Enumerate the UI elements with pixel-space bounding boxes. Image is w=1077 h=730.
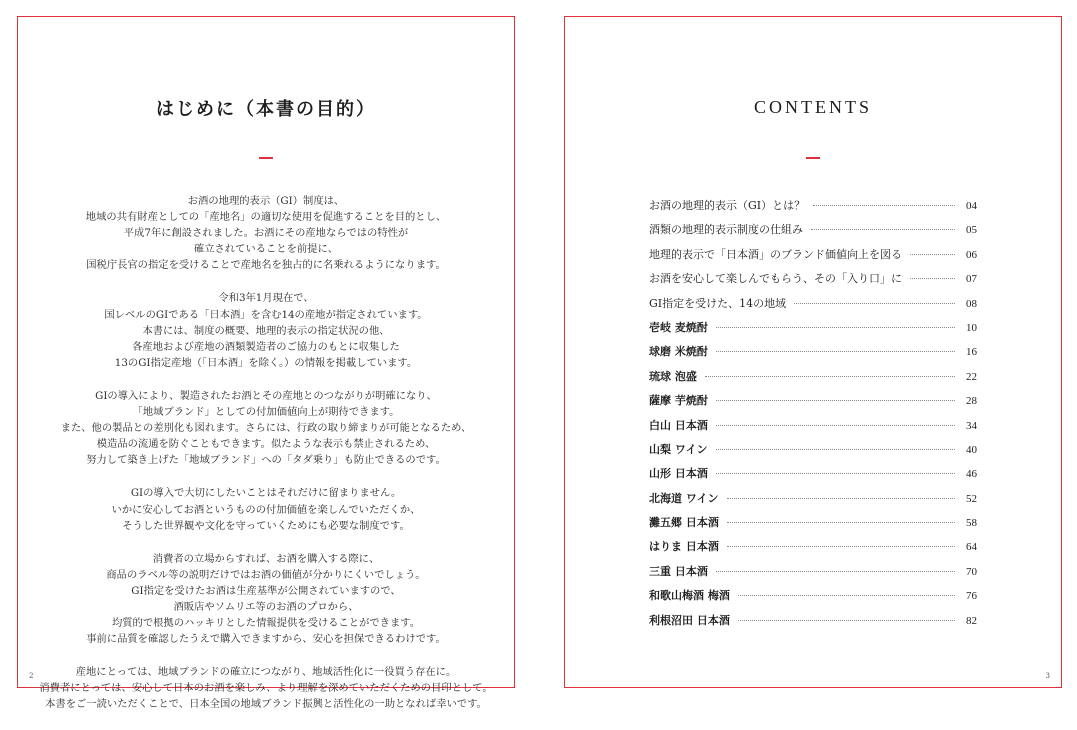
toc-leader-dots bbox=[727, 546, 955, 547]
intro-line: 確立されていることを前提に、 bbox=[193, 243, 339, 256]
toc-leader-dots bbox=[727, 498, 956, 499]
toc-entry-label: 壱岐 麦焼酎 bbox=[649, 320, 708, 334]
intro-line: 本書には、制度の概要、地理的表示の指定状況の他、 bbox=[142, 324, 390, 337]
toc-entry-label: GI指定を受けた、14の地域 bbox=[649, 296, 787, 310]
intro-line: 消費者にとっては、安心して日本のお酒を楽しみ、より理解を深めていただくための目印として。 bbox=[39, 682, 493, 695]
toc-leader-dots bbox=[738, 620, 955, 621]
intro-line: また、他の製品との差別化も図れます。さらには、行政の取り締まりが可能となるため、 bbox=[60, 422, 472, 435]
toc-entry[interactable] bbox=[649, 392, 977, 416]
toc-entry-label: 灘五郷 日本酒 bbox=[649, 516, 719, 530]
toc-entry[interactable] bbox=[649, 538, 977, 562]
intro-line: 模造品の流通を防ぐこともできます。似たような表示も禁止されるため、 bbox=[96, 438, 436, 451]
toc-entry-page: 07 bbox=[966, 273, 977, 286]
toc-entry-page: 34 bbox=[966, 419, 977, 432]
toc-entry[interactable] bbox=[649, 295, 977, 319]
toc-entry-label: 白山 日本酒 bbox=[649, 418, 708, 432]
title-accent-rule bbox=[259, 157, 273, 159]
intro-line: 国税庁長官の指定を受けることで産地名を独占的に名乗れるようになります。 bbox=[86, 259, 446, 272]
toc-entry-page: 52 bbox=[966, 492, 977, 505]
toc-entry-page: 08 bbox=[966, 297, 977, 310]
right-page bbox=[564, 16, 1062, 688]
intro-line: 令和3年1月現在で、 bbox=[218, 292, 314, 305]
toc-entry-label: 地理的表示で「日本酒」のブランド価値向上を図る bbox=[649, 247, 902, 261]
toc-leader-dots bbox=[811, 229, 955, 230]
toc-entry-page: 16 bbox=[966, 346, 977, 359]
intro-paragraph bbox=[28, 664, 504, 712]
intro-line: 商品のラベル等の説明だけではお酒の価値が分かりにくいでしょう。 bbox=[106, 568, 426, 581]
page-number-left: 2 bbox=[29, 672, 34, 680]
toc-entry-page: 04 bbox=[966, 200, 977, 212]
toc-entry-label: 薩摩 芋焼酎 bbox=[649, 394, 708, 408]
toc-entry[interactable] bbox=[649, 514, 977, 538]
toc-leader-dots bbox=[716, 449, 956, 450]
toc-entry-label: 球磨 米焼酎 bbox=[649, 345, 708, 359]
toc-entry-label: 山形 日本酒 bbox=[649, 467, 708, 481]
toc-entry-label: 山梨 ワイン bbox=[649, 442, 708, 456]
intro-line: GIの導入により、製造されたお酒とその産地とのつながりが明確になり、 bbox=[95, 389, 437, 402]
intro-line: 酒販店やソムリエ等のお酒のプロから、 bbox=[173, 600, 359, 613]
intro-paragraph bbox=[28, 485, 504, 533]
toc-entry[interactable] bbox=[649, 612, 977, 636]
toc-entry-label: お酒を安心して楽しんでもらう、その「入り口」に bbox=[649, 272, 902, 286]
intro-line: 各産地および産地の酒類製造者のご協力のもとに収集した bbox=[132, 340, 400, 353]
toc-entry-page: 40 bbox=[966, 443, 977, 456]
intro-line: 国レベルのGIである「日本酒」を含む14の産地が指定されています。 bbox=[104, 308, 428, 321]
toc-entry[interactable] bbox=[649, 587, 977, 611]
toc-entry[interactable] bbox=[649, 441, 977, 465]
intro-line: 消費者の立場からすれば、お酒を購入する際に、 bbox=[152, 552, 380, 565]
toc-leader-dots bbox=[716, 400, 955, 401]
toc-entry-page: 70 bbox=[966, 565, 977, 578]
toc-leader-dots bbox=[716, 473, 955, 474]
intro-line: 努力して築き上げた「地域ブランド」への「タダ乗り」も防止できるのです。 bbox=[86, 454, 446, 467]
intro-line: GIの導入で大切にしたいことはそれだけに留まりません。 bbox=[130, 487, 402, 500]
page-title: はじめに（本書の目的） bbox=[156, 99, 376, 120]
toc-leader-dots bbox=[716, 425, 955, 426]
toc-entry-label: 琉球 泡盛 bbox=[649, 369, 697, 383]
toc-leader-dots bbox=[716, 571, 955, 572]
intro-line: 地域の共有財産としての「産地名」の適切な使用を促進することを目的とし、 bbox=[85, 211, 447, 224]
toc-entry[interactable] bbox=[649, 221, 977, 245]
intro-paragraph bbox=[28, 551, 504, 648]
intro-body bbox=[28, 193, 504, 730]
intro-line: 13のGI指定産地（「日本酒」を除く。）の情報を掲載しています。 bbox=[114, 356, 418, 369]
toc-entry[interactable] bbox=[649, 343, 977, 367]
toc-entry[interactable] bbox=[649, 368, 977, 392]
toc-entry-page: 82 bbox=[966, 614, 977, 627]
intro-line: 事前に品質を確認したうえで購入できますから、安心を担保できるわけです。 bbox=[86, 633, 446, 646]
intro-line: 本書をご一読いただくことで、日本全国の地域ブランド振興と活性化の一助となれば幸いです。 bbox=[45, 698, 487, 711]
toc-leader-dots bbox=[738, 595, 955, 596]
intro-line: 「地域ブランド」としての付加価値向上が期待できます。 bbox=[132, 406, 400, 419]
toc-entry-page: 76 bbox=[966, 590, 977, 603]
toc-entry-label: 和歌山梅酒 梅酒 bbox=[649, 589, 730, 603]
toc-leader-dots bbox=[794, 303, 955, 304]
toc-entry-page: 22 bbox=[966, 370, 977, 383]
toc-entry-page: 10 bbox=[966, 321, 977, 334]
intro-line: お酒の地理的表示（GI）制度は、 bbox=[187, 195, 345, 207]
toc-leader-dots bbox=[716, 327, 955, 328]
table-of-contents bbox=[649, 197, 977, 636]
toc-entry-label: 利根沼田 日本酒 bbox=[649, 613, 730, 627]
intro-line: 平成7年に創設されました。お酒にその産地ならではの特性が bbox=[123, 227, 409, 240]
toc-entry[interactable] bbox=[649, 319, 977, 343]
toc-entry-label: お酒の地理的表示（GI）とは？ bbox=[649, 199, 806, 212]
toc-entry-page: 64 bbox=[966, 541, 977, 554]
left-page bbox=[17, 16, 515, 711]
intro-line: 均質的で根拠のハッキリとした情報提供を受けることができます。 bbox=[111, 617, 421, 630]
toc-entry[interactable] bbox=[649, 270, 977, 294]
contents-title: CONTENTS bbox=[754, 97, 872, 117]
toc-entry-page: 28 bbox=[966, 395, 977, 408]
intro-line: 産地にとっては、地域ブランドの確立につながり、地域活性化に一役買う存在に。 bbox=[75, 666, 457, 679]
toc-leader-dots bbox=[705, 376, 955, 377]
toc-entry-page: 05 bbox=[966, 224, 977, 237]
intro-paragraph bbox=[28, 388, 504, 468]
intro-paragraph bbox=[28, 290, 504, 370]
toc-entry-label: 北海道 ワイン bbox=[649, 491, 719, 505]
toc-entry-label: はりま 日本酒 bbox=[649, 540, 719, 554]
toc-entry-page: 06 bbox=[966, 248, 977, 261]
toc-entry[interactable] bbox=[649, 563, 977, 587]
toc-leader-dots bbox=[813, 205, 955, 206]
intro-line: GI指定を受けたお酒は生産基準が公開されていますので、 bbox=[131, 584, 401, 597]
intro-paragraph bbox=[28, 193, 504, 273]
toc-entry-page: 58 bbox=[966, 517, 977, 530]
toc-entry[interactable] bbox=[649, 465, 977, 489]
toc-entry[interactable] bbox=[649, 197, 977, 221]
title-accent-rule bbox=[806, 157, 820, 159]
intro-line: いかに安心してお酒というものの付加価値を楽しんでいただくか、 bbox=[111, 503, 421, 516]
page-number-right: 3 bbox=[1045, 672, 1050, 680]
toc-leader-dots bbox=[727, 522, 955, 523]
intro-line: そうした世界観や文化を守っていくためにも必要な制度です。 bbox=[122, 519, 410, 532]
toc-entry[interactable] bbox=[649, 490, 977, 514]
toc-entry[interactable] bbox=[649, 417, 977, 441]
toc-leader-dots bbox=[910, 278, 955, 279]
toc-leader-dots bbox=[910, 254, 955, 255]
toc-entry-label: 酒類の地理的表示制度の仕組み bbox=[649, 223, 803, 237]
toc-entry[interactable] bbox=[649, 246, 977, 270]
toc-entry-page: 46 bbox=[966, 468, 977, 481]
toc-leader-dots bbox=[716, 351, 955, 352]
toc-entry-label: 三重 日本酒 bbox=[649, 564, 708, 578]
